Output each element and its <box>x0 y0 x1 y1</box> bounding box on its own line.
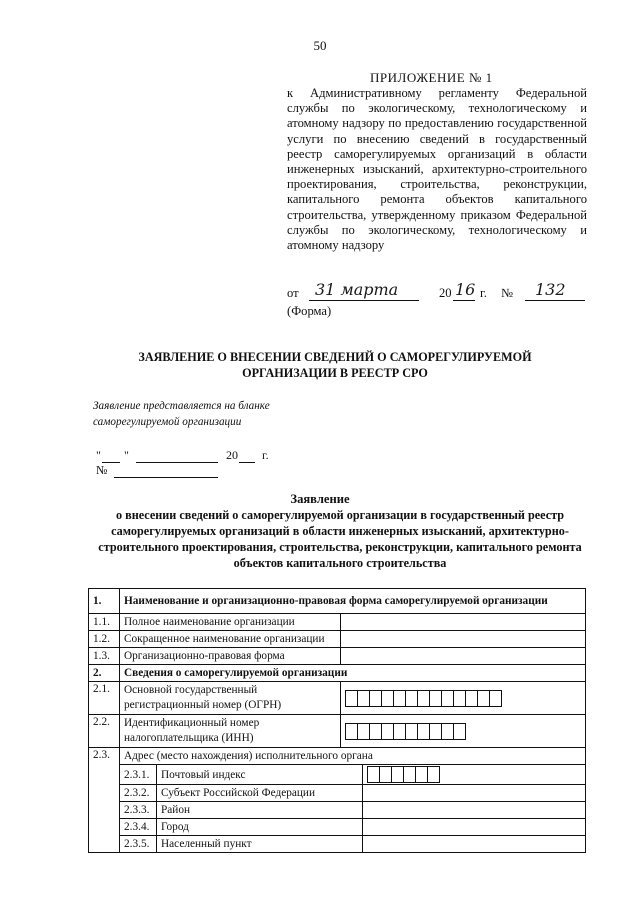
row-number: 2.3.2. <box>120 785 157 802</box>
row-label: Город <box>157 819 363 836</box>
row-label: Основной государственный регистрационный номер (ОГРН) <box>120 682 341 715</box>
row-number: 1.3. <box>89 648 120 665</box>
blank-note-line-2: саморегулируемой организации <box>93 416 242 428</box>
table-row <box>89 631 586 648</box>
ogrn-field[interactable] <box>341 682 586 715</box>
row-label: Район <box>157 802 363 819</box>
row-label: Почтовый индекс <box>157 765 363 785</box>
title-line-2: ОРГАНИЗАЦИИ В РЕЕСТР СРО <box>242 366 428 380</box>
row-number: 1.1. <box>89 614 120 631</box>
row-number: 2.3.5. <box>120 836 157 853</box>
settlement-field[interactable] <box>363 836 586 853</box>
table-row <box>120 765 585 785</box>
page-number: 50 <box>313 38 327 53</box>
row-label: Организационно-правовая форма <box>120 648 341 665</box>
table-row <box>89 648 586 665</box>
handwritten-year: 16 <box>455 280 476 299</box>
row-number: 2.3.3. <box>120 802 157 819</box>
table-row <box>89 748 586 853</box>
row-number: 2.3. <box>89 748 120 853</box>
region-field[interactable] <box>363 785 586 802</box>
open-quote: " <box>96 448 101 462</box>
city-field[interactable] <box>363 819 586 836</box>
row-label: Субъект Российской Федерации <box>157 785 363 802</box>
ogrn-cells[interactable] <box>345 690 581 707</box>
inn-field[interactable] <box>341 715 586 748</box>
legal-form-field[interactable] <box>341 648 586 665</box>
statement-subtitle: о внесении сведений о саморегулируемой организации в государственный реестр саморегулируемых организаций в области инженерных изысканий, архитектурно-строительного проектирования, строительства, реконструкции, капитального ремонта объектов капитального строительства <box>98 508 582 570</box>
district-field[interactable] <box>363 802 586 819</box>
table-row <box>89 682 586 715</box>
handwritten-number: 132 <box>535 280 566 299</box>
table-row <box>89 665 586 682</box>
row-number: 1.2. <box>89 631 120 648</box>
appendix-body: к Административному регламенту Федеральной службы по экологическому, технологическому и атомному надзору по предоставлению государственной услуги по внесению сведений в государственный реестр саморегулируемых организаций в области инженерных изысканий, архитектурно-строительного проектирования, строительства, реконструкции, капитального ремонта объектов капитального строительства, утвержденному приказом Федеральной службы по экологическому, технологическому и атомному надзору <box>287 86 587 253</box>
doc-number-label: № <box>96 463 108 477</box>
title-line-1: ЗАЯВЛЕНИЕ О ВНЕСЕНИИ СВЕДЕНИЙ О САМОРЕГУЛИРУЕМОЙ <box>138 350 532 364</box>
inn-cells[interactable] <box>345 723 581 740</box>
blank-note <box>93 398 313 430</box>
row-number: 2.1. <box>89 682 120 715</box>
table-row <box>120 819 585 836</box>
short-name-field[interactable] <box>341 631 586 648</box>
row-label: Адрес (место нахождения) исполнительного органа <box>120 748 585 765</box>
row-label: Идентификационный номер налогоплательщика (ИНН) <box>120 715 341 748</box>
table-row <box>89 715 586 748</box>
year-suffix: г. <box>480 286 487 300</box>
table-row <box>89 589 586 614</box>
order-signature-row <box>287 280 597 306</box>
blank-note-line-1: Заявление представляется на бланке <box>93 400 270 412</box>
date-year-prefix: 20 <box>226 448 238 462</box>
table-row <box>89 614 586 631</box>
appendix-title: ПРИЛОЖЕНИЕ № 1 <box>370 70 493 85</box>
doc-number-line <box>96 463 396 479</box>
table-row <box>120 836 585 853</box>
handwritten-date: 31 марта <box>315 280 399 299</box>
date-year-suffix: г. <box>262 448 269 462</box>
address-block <box>120 748 586 853</box>
application-table <box>88 588 586 853</box>
year-prefix: 20 <box>439 286 452 300</box>
table-row <box>120 802 585 819</box>
section-number: 1. <box>89 589 120 614</box>
close-quote: " <box>124 448 129 462</box>
statement-title: Заявление <box>290 492 350 506</box>
row-number: 2.3.4. <box>120 819 157 836</box>
row-label: Населенный пункт <box>157 836 363 853</box>
number-label: № <box>501 286 514 300</box>
row-number: 2.2. <box>89 715 120 748</box>
row-label: Сокращенное наименование организации <box>120 631 341 648</box>
postal-code-field[interactable] <box>363 765 586 785</box>
section-title: Сведения о саморегулируемой организации <box>120 665 586 682</box>
form-note: (Форма) <box>287 304 332 318</box>
section-title: Наименование и организационно-правовая форма саморегулируемой организации <box>120 589 586 614</box>
page-title <box>110 349 560 381</box>
section-number: 2. <box>89 665 120 682</box>
table-row <box>120 785 585 802</box>
from-label: от <box>287 286 299 300</box>
row-number: 2.3.1. <box>120 765 157 785</box>
date-line <box>96 448 396 464</box>
full-name-field[interactable] <box>341 614 586 631</box>
row-label: Полное наименование организации <box>120 614 341 631</box>
postal-code-cells[interactable] <box>367 766 581 783</box>
